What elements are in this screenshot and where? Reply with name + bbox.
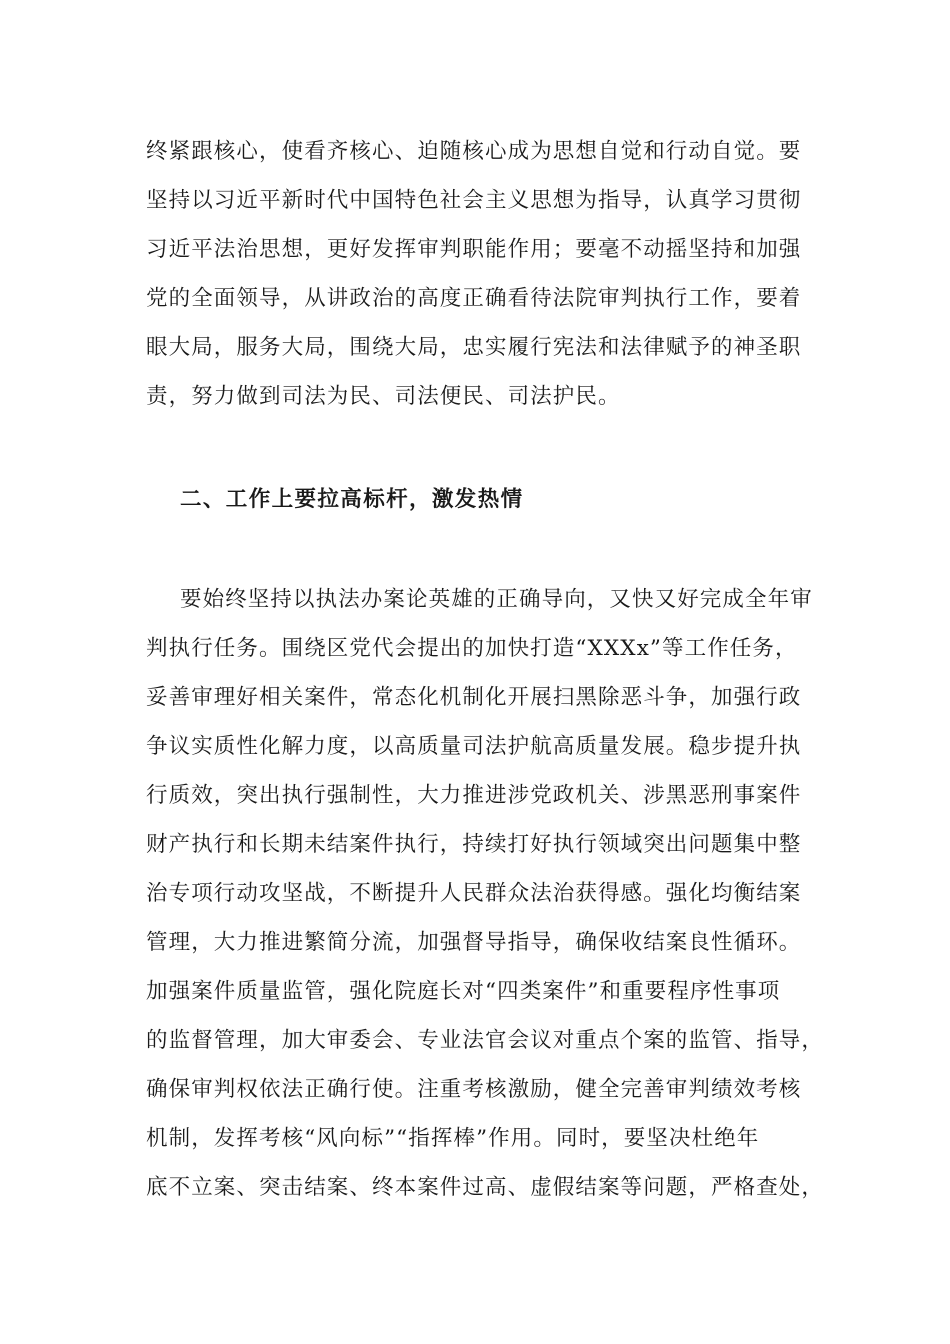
- paragraph-line: 责，努力做到司法为民、司法便民、司法护民。: [146, 384, 621, 409]
- paragraph-line: 争议实质性化解力度，以高质量司法护航高质量发展。稳步提升执: [146, 734, 802, 759]
- paragraph-line: 加强案件质量监管，强化院庭长对“四类案件”和重要程序性事项: [146, 979, 781, 1004]
- paragraph-line: 行质效，突出执行强制性，大力推进涉党政机关、涉黑恶刑事案件: [146, 783, 802, 808]
- paragraph-line: 财产执行和长期未结案件执行，持续打好执行领域突出问题集中整: [146, 832, 802, 857]
- paragraph-line: 判执行任务。围绕区党代会提出的加快打造“XXXx”等工作任务，: [146, 636, 798, 661]
- paragraph-line: 妥善审理好相关案件，常态化机制化开展扫黑除恶斗争，加强行政: [146, 685, 802, 710]
- section-heading: 二、工作上要拉高标杆，激发热情: [180, 487, 524, 512]
- paragraph-line: 习近平法治思想，更好发挥审判职能作用；要毫不动摇坚持和加强: [146, 237, 802, 262]
- paragraph-line: 要始终坚持以执法办案论英雄的正确导向，又快又好完成全年审: [180, 587, 813, 612]
- paragraph-line: 底不立案、突击结案、终本案件过高、虚假结案等问题，严格查处，: [146, 1175, 825, 1200]
- paragraph-line: 确保审判权依法正确行使。注重考核激励，健全完善审判绩效考核: [146, 1077, 802, 1102]
- paragraph-line: 终紧跟核心，使看齐核心、迫随核心成为思想自觉和行动自觉。要: [146, 139, 802, 164]
- paragraph-line: 机制，发挥考核“风向标”“指挥棒”作用。同时，要坚决杜绝年: [146, 1126, 760, 1151]
- paragraph-line: 管理，大力推进繁简分流，加强督导指导，确保收结案良性循环。: [146, 930, 802, 955]
- paragraph-line: 的监督管理，加大审委会、专业法官会议对重点个案的监管、指导，: [146, 1028, 825, 1053]
- paragraph-line: 眼大局，服务大局，围绕大局，忠实履行宪法和法律赋予的神圣职: [146, 335, 802, 360]
- paragraph-line: 党的全面领导，从讲政治的高度正确看待法院审判执行工作，要着: [146, 286, 802, 311]
- paragraph-line: 治专项行动攻坚战，不断提升人民群众法治获得感。强化均衡结案: [146, 881, 802, 906]
- paragraph-line: 坚持以习近平新时代中国特色社会主义思想为指导，认真学习贯彻: [146, 188, 802, 213]
